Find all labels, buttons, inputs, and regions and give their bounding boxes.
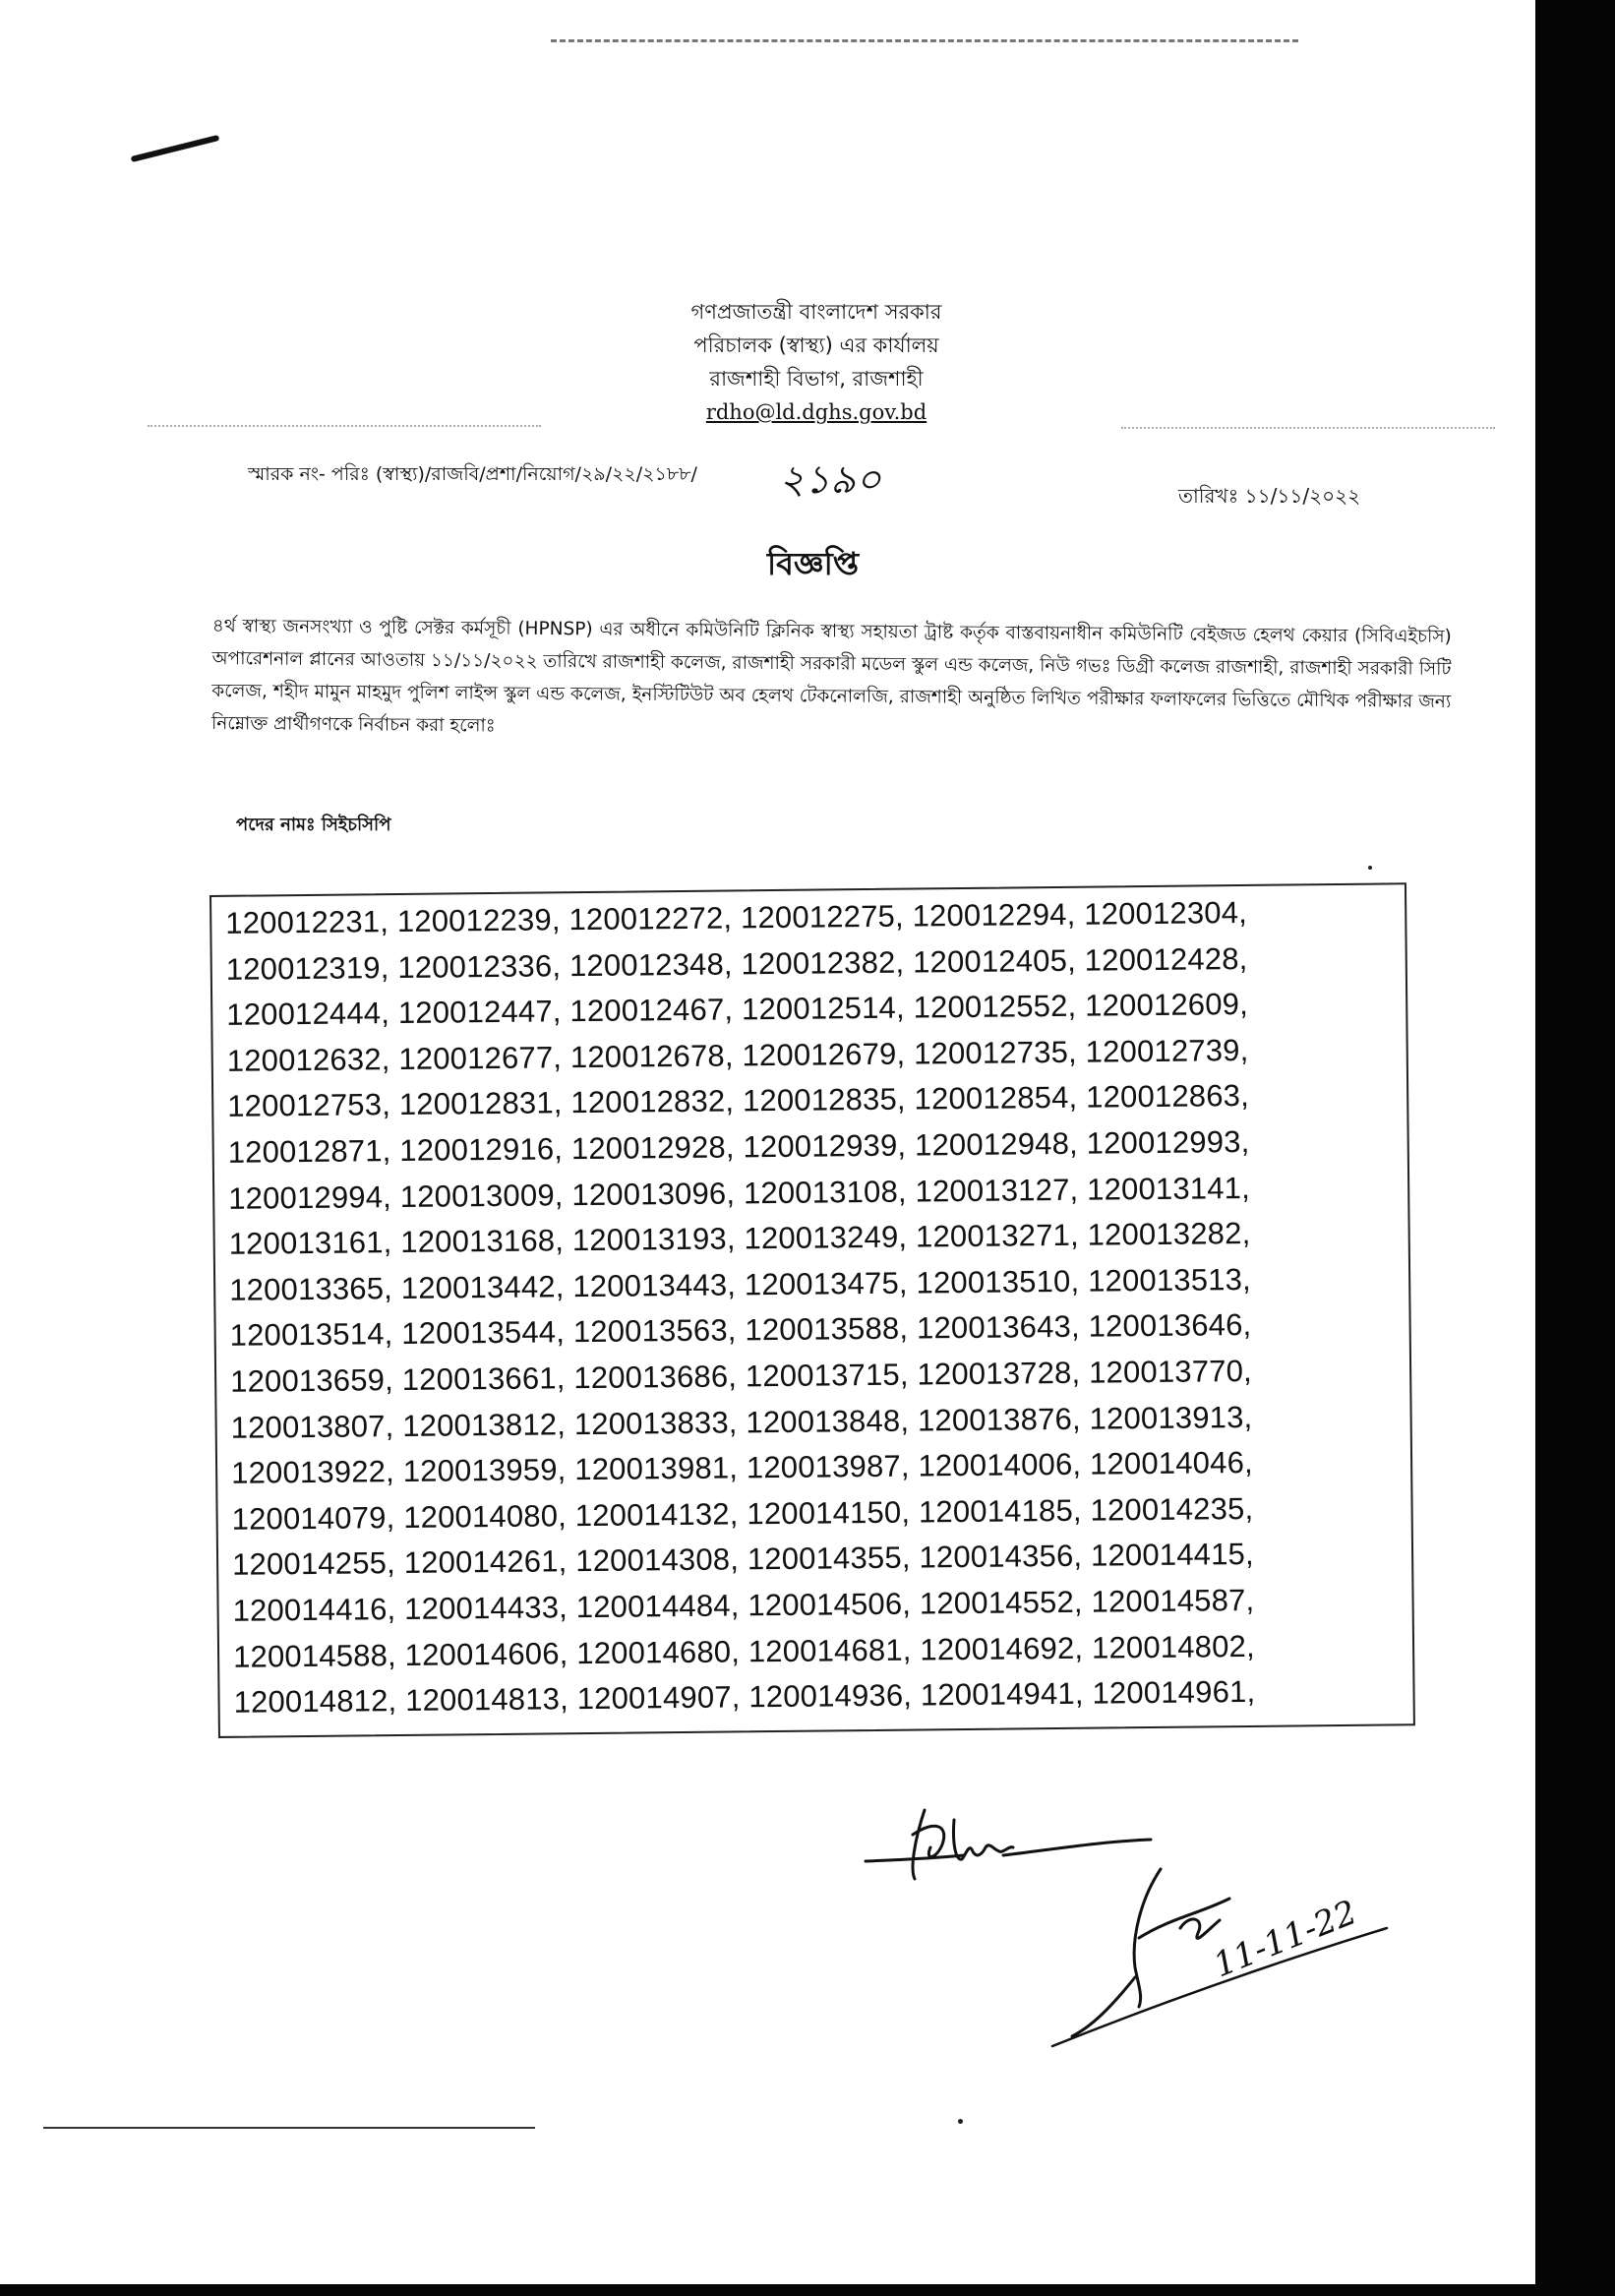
memo-handwritten-number: ২১৯০	[779, 457, 881, 503]
roll-number-line: 120013807, 120013812, 120013833, 120013848, 120013876, 120013913,	[230, 1399, 1253, 1445]
roll-number-line: 120012319, 120012336, 120012348, 120012382, 120012405, 120012428,	[225, 940, 1248, 987]
roll-number-line: 120012871, 120012916, 120012928, 120012939, 120012948, 120012993,	[227, 1123, 1250, 1170]
header-government: গণপ্রজাতন্ত্রী বাংলাদেশ সরকার	[690, 300, 942, 324]
roll-number-line: 120012753, 120012831, 120012832, 120012835, 120012854, 120012863,	[227, 1078, 1250, 1124]
roll-number-line: 120013922, 120013959, 120013981, 120013987, 120014006, 120014046,	[230, 1445, 1254, 1490]
roll-number-line: 120012444, 120012447, 120012467, 120012514, 120012552, 120012609,	[226, 987, 1249, 1033]
office-header	[610, 295, 1023, 429]
roll-number-line: 120014255, 120014261, 120014308, 120014355, 120014356, 120014415,	[231, 1537, 1255, 1583]
roll-number-line: 120014079, 120014080, 120014132, 120014150, 120014185, 120014235,	[231, 1490, 1254, 1537]
roll-number-line: 120014812, 120014813, 120014907, 120014936, 120014941, 120014961,	[233, 1674, 1256, 1720]
roll-number-box	[209, 882, 1415, 1738]
roll-number-line: 120012231, 120012239, 120012272, 120012275, 120012294, 120012304,	[225, 894, 1248, 940]
roll-number-line: 120013514, 120013544, 120013563, 120013588, 120013643, 120013646,	[229, 1307, 1252, 1354]
signature-2	[1033, 1859, 1416, 2056]
header-division: রাজশাহী বিভাগ, রাজশাহী	[709, 367, 924, 391]
memo-reference: স্মারক নং- পরিঃ (স্বাস্থ্য)/রাজবি/প্রশা/নিয়োগ/২৯/২২/২১৮৮/	[248, 463, 697, 485]
scan-border-bottom	[0, 2284, 1615, 2296]
scan-border-right	[1535, 0, 1615, 2296]
notice-body: ৪র্থ স্বাস্থ্য জনসংখ্যা ও পুষ্টি সেক্টর কর্মসূচী (HPNSP) এর অধীনে কমিউনিটি ক্লিনিক স্বাস্থ্য সহায়তা ট্রাষ্ট কর্তৃক বাস্তবায়নাধীন কমিউনিটি বেইজড হেলথ কেয়ার (সিবিএইচসি) অপারেশনাল প্লানের আওতায় ১১/১১/২০২২ তারিখে রাজশাহী কলেজ, রাজশাহী সরকারী মডেল স্কুল এন্ড কলেজ, নিউ গভঃ ডিগ্রী কলেজ রাজশাহী, রাজশাহী সরকারী সিটি কলেজ, শহীদ মামুন মাহমুদ পুলিশ লাইন্স স্কুল এন্ড কলেজ, ইনস্টিটিউট অব হেলথ টেকনোলজি, রাজশাহী অনুষ্ঠিত লিখিত পরীক্ষার ফলাফলের ভিত্তিতে মৌখিক পরীক্ষার জন্য নিম্নোক্ত প্রার্থীগণকে নির্বাচন করা হলোঃ	[210, 615, 1452, 737]
roll-number-line: 120014416, 120014433, 120014484, 120014506, 120014552, 120014587,	[232, 1582, 1255, 1628]
memo-date: তারিখঃ ১১/১১/২০২২	[1178, 484, 1361, 508]
dotted-line-right	[1121, 427, 1495, 429]
dotted-line-left	[148, 425, 541, 427]
scan-artifact-dashes	[551, 39, 1298, 42]
post-name: পদের নামঃ সিইচসিপি	[236, 815, 391, 835]
signature-date: 11-11-22	[1208, 1893, 1363, 1986]
roll-number-line: 120013365, 120013442, 120013443, 120013475, 120013510, 120013513,	[229, 1261, 1252, 1307]
roll-number-line: 120013161, 120013168, 120013193, 120013249, 120013271, 120013282,	[228, 1216, 1251, 1261]
header-email[interactable]: rdho@ld.dghs.gov.bd	[705, 400, 927, 424]
footer-line	[43, 2127, 535, 2129]
roll-number-line: 120012994, 120013009, 120013096, 120013108, 120013127, 120013141,	[228, 1170, 1251, 1216]
notice-title: বিজ্ঞপ্তি	[767, 545, 860, 582]
roll-number-line: 120013659, 120013661, 120013686, 120013715, 120013728, 120013770,	[229, 1353, 1253, 1399]
footer-dot	[958, 2119, 963, 2124]
roll-number-line: 120014588, 120014606, 120014680, 120014681, 120014692, 120014802,	[232, 1628, 1255, 1674]
header-office: পরিচালক (স্বাস্থ্য) এর কার্যালয়	[693, 333, 939, 357]
stray-pen-mark	[131, 135, 220, 162]
roll-number-line: 120012632, 120012677, 120012678, 120012679, 120012735, 120012739,	[226, 1032, 1249, 1078]
stray-dot	[1368, 866, 1372, 870]
